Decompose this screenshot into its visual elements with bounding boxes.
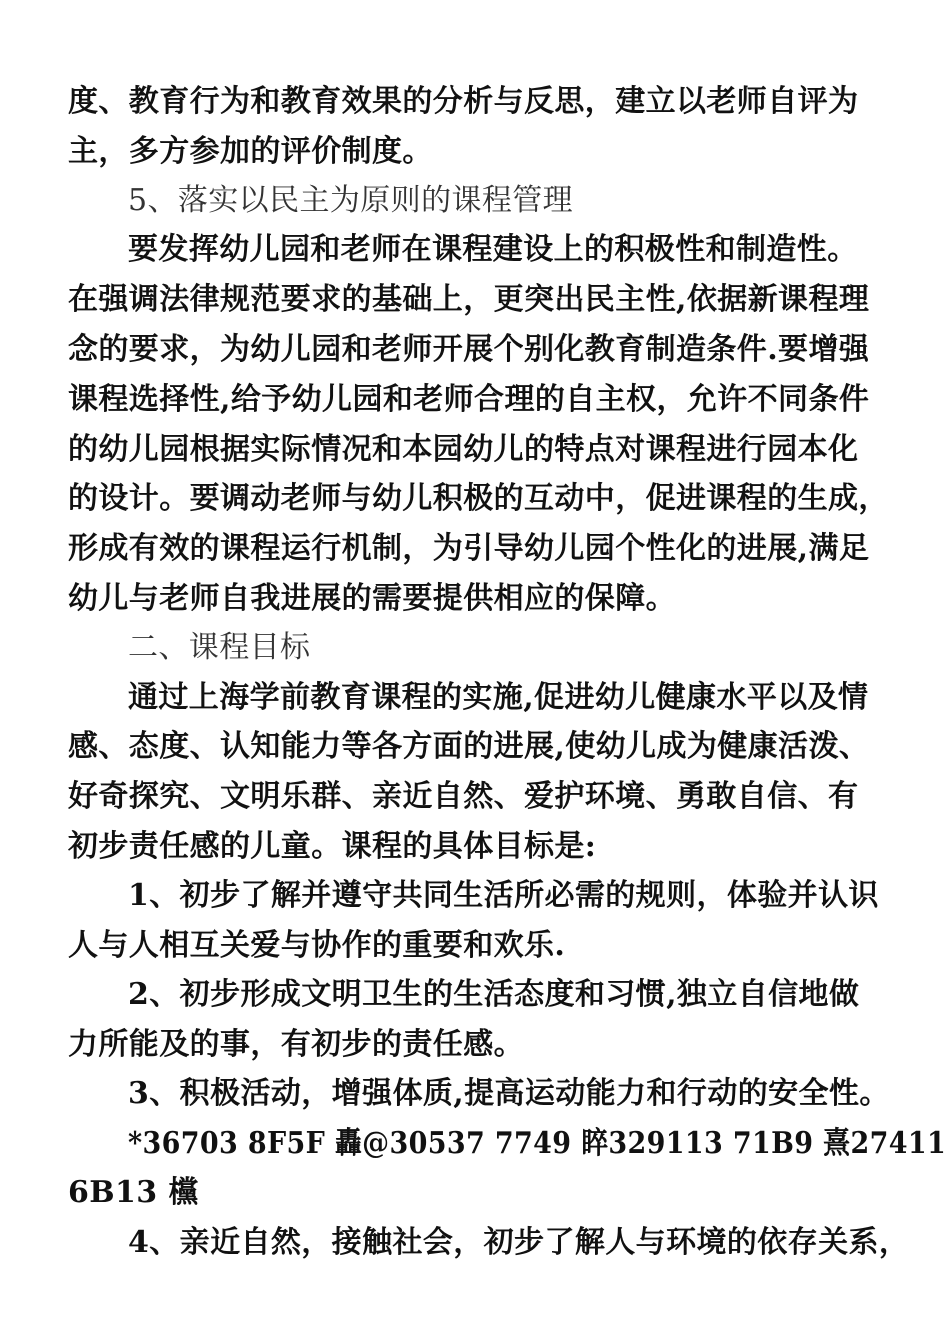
text-line: 初步责任感的儿童。课程的具体目标是: bbox=[68, 829, 597, 864]
text-line: 3、积极活动，增强体质,提高运动能力和行动的安全性。 bbox=[128, 1076, 890, 1111]
text-line: 感、态度、认知能力等各方面的进展,使幼儿成为健康活泼、 bbox=[68, 729, 870, 764]
text-line: 4、亲近自然，接触社会，初步了解人与环境的依存关系， bbox=[128, 1225, 910, 1260]
text-line: 通过上海学前教育课程的实施,促进幼儿健康水平以及情 bbox=[128, 680, 869, 715]
text-line: 的幼儿园根据实际情况和本园幼儿的特点对课程进行园本化 bbox=[68, 432, 859, 467]
section-heading: 5、落实以民主为原则的课程管理 bbox=[128, 183, 574, 218]
text-line: 在强调法律规范要求的基础上，更突出民主性,依据新课程理 bbox=[68, 282, 870, 317]
text-line: 人与人相互关爱与协作的重要和欢乐. bbox=[68, 928, 566, 963]
text-line: 1、初步了解并遵守共同生活所必需的规则，体验并认识 bbox=[128, 878, 879, 913]
text-line: 度、教育行为和教育效果的分析与反思，建立以老师自评为 bbox=[68, 84, 859, 119]
text-line: 幼儿与老师自我进展的需要提供相应的保障。 bbox=[68, 581, 676, 616]
text-line: 课程选择性,给予幼儿园和老师合理的自主权，允许不同条件 bbox=[68, 382, 870, 417]
text-line: 2、初步形成文明卫生的生活态度和习惯,独立自信地做 bbox=[128, 977, 860, 1012]
text-line: 力所能及的事，有初步的责任感。 bbox=[68, 1027, 524, 1062]
text-line: 念的要求，为幼儿园和老师开展个别化教育制造条件.要增强 bbox=[68, 332, 870, 367]
text-line: 形成有效的课程运行机制，为引导幼儿园个性化的进展,满足 bbox=[68, 531, 870, 566]
text-line: 好奇探究、文明乐群、亲近自然、爱护环境、勇敢自信、有 bbox=[68, 779, 859, 814]
text-line: *36703 8F5F 轟@30537 7749 睟329113 71B9 熹27411 bbox=[128, 1126, 947, 1161]
text-line: 的设计。要调动老师与幼儿积极的互动中，促进课程的生成， bbox=[68, 481, 889, 516]
text-line: 要发挥幼儿园和老师在课程建设上的积极性和制造性。 bbox=[128, 232, 858, 267]
text-line: 主，多方参加的评价制度。 bbox=[68, 134, 433, 169]
text-line: 6B13 欓 bbox=[68, 1175, 199, 1210]
section-heading: 二、课程目标 bbox=[128, 630, 311, 665]
